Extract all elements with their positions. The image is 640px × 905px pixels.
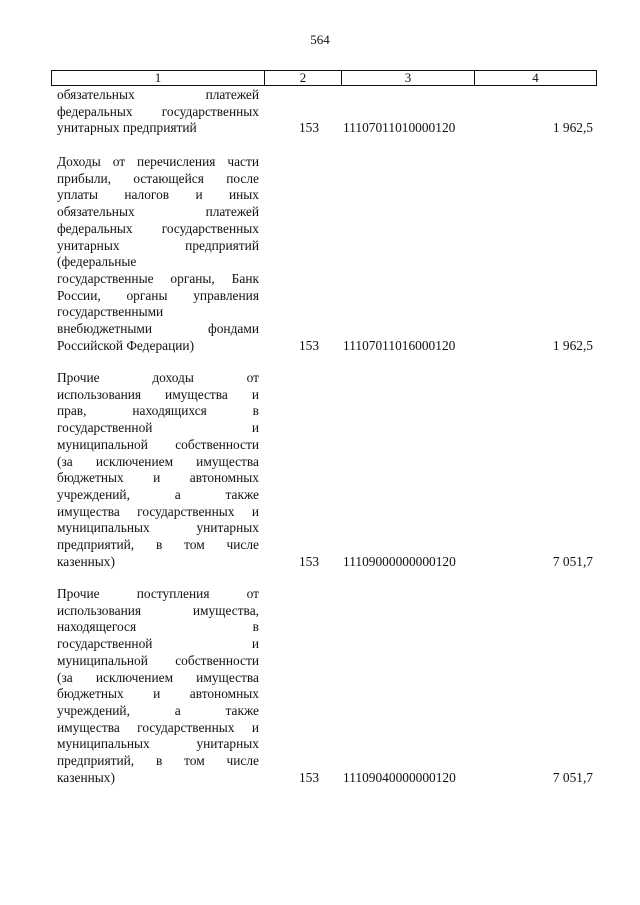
table-row: [57, 586, 597, 786]
description-line: использования имущества и: [57, 386, 259, 402]
description-line: находящегося в: [57, 619, 259, 635]
admin-code: 153: [298, 769, 320, 785]
description-line: унитарных предприятий: [57, 237, 259, 253]
amount: 7 051,7: [552, 553, 593, 569]
row-description: [57, 154, 259, 354]
budget-code: 11107011010000120: [343, 120, 456, 136]
table-row: [57, 154, 597, 354]
description-line: обязательных платежей: [57, 204, 259, 220]
description-line: учреждений, а также: [57, 486, 259, 502]
budget-code: 11109040000000120: [343, 769, 456, 785]
description-line: предприятий, в том числе: [57, 753, 259, 769]
table-header: [51, 70, 597, 86]
budget-code: 11107011016000120: [343, 337, 456, 353]
admin-code: 153: [298, 120, 320, 136]
description-line: учреждений, а также: [57, 702, 259, 718]
amount: 1 962,5: [552, 120, 593, 136]
description-line: казенных): [57, 553, 115, 569]
description-line: использования имущества,: [57, 602, 259, 618]
description-line: бюджетных и автономных: [57, 686, 259, 702]
description-line: федеральных государственных: [57, 220, 259, 236]
budget-code: 11109000000000120: [343, 553, 456, 569]
amount: 1 962,5: [552, 337, 593, 353]
header-col-2: 2: [265, 71, 342, 85]
description-line: Доходы от перечисления части: [57, 154, 259, 169]
description-line: имущества государственных и: [57, 503, 259, 519]
page-number: 564: [310, 32, 330, 47]
row-description: [57, 586, 259, 786]
header-col-1: 1: [52, 71, 265, 85]
description-line: уплаты налогов и иных: [57, 187, 259, 203]
description-line: Российской Федерации): [57, 337, 195, 353]
description-line: бюджетных и автономных: [57, 470, 259, 486]
row-description: [57, 370, 259, 570]
description-line: унитарных предприятий: [57, 120, 197, 136]
description-line: прибыли, остающейся после: [57, 170, 259, 186]
description-line: муниципальной собственности: [57, 652, 259, 668]
description-line: казенных): [57, 769, 115, 785]
description-line: предприятий, в том числе: [57, 537, 259, 553]
description-line: Прочие доходы от: [57, 370, 259, 385]
description-line: России, органы управления: [57, 287, 259, 303]
description-line: (за исключением имущества: [57, 453, 259, 469]
description-line: Прочие поступления от: [57, 586, 259, 601]
description-line: имущества государственных и: [57, 719, 259, 735]
description-line: (за исключением имущества: [57, 669, 259, 685]
description-line: (федеральные: [57, 254, 137, 270]
description-line: государственной и: [57, 420, 259, 436]
row-description: [57, 87, 259, 137]
admin-code: 153: [298, 337, 320, 353]
description-line: обязательных платежей: [57, 87, 259, 102]
amount: 7 051,7: [552, 769, 593, 785]
description-line: государственные органы, Банк: [57, 270, 259, 286]
table-row: [57, 87, 597, 137]
table-row: [57, 370, 597, 570]
description-line: внебюджетными фондами: [57, 321, 259, 337]
description-line: государственной и: [57, 636, 259, 652]
description-line: федеральных государственных: [57, 103, 259, 119]
description-line: государственными: [57, 304, 164, 320]
header-col-3: 3: [342, 71, 475, 85]
description-line: муниципальной собственности: [57, 436, 259, 452]
description-line: муниципальных унитарных: [57, 520, 259, 536]
description-line: муниципальных унитарных: [57, 736, 259, 752]
header-col-4: 4: [532, 70, 539, 85]
admin-code: 153: [298, 553, 320, 569]
description-line: прав, находящихся в: [57, 403, 259, 419]
